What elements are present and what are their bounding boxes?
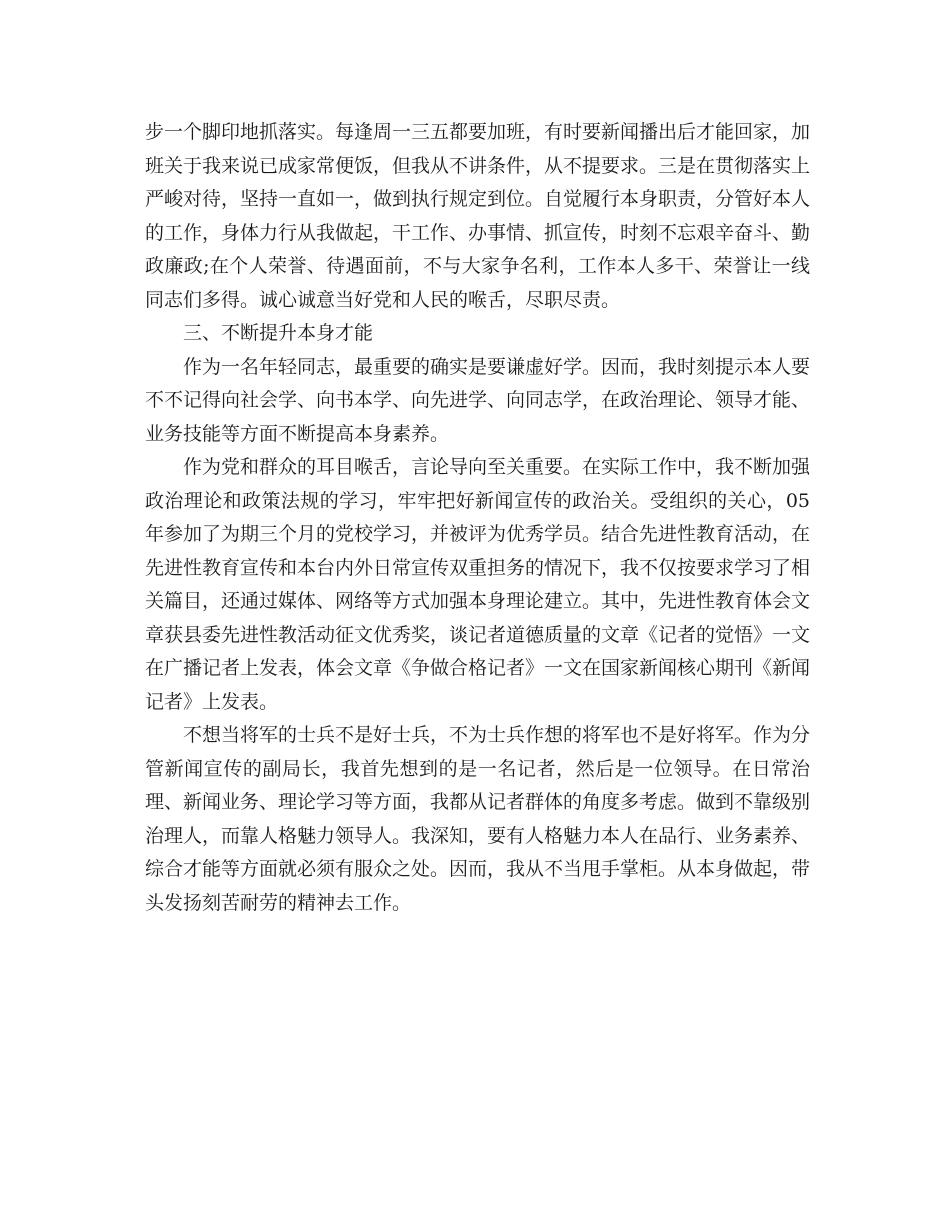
section-heading: 三、不断提升本身才能 [183,322,374,344]
paragraph: 作为党和群众的耳目喉舌，言论导向至关重要。在实际工作中，我不断加强政治理论和政策法规的学习，牢牢把好新闻宣传的政治关。受组织的关心，05年参加了为期三个月的党校学习，并被评为优秀学员。结合先进性教育活动，在先进性教育宣传和本台内外日常宣传双重担务的情况下，我不仅按要求学习了相关篇目，还通过媒体、网络等方式加强本身理论建立。其中，先进性教育体会文章获县委先进性教活动征文优秀奖，谈记者道德质量的文章《记者的觉悟》一文在广播记者上发表，体会文章《争做合格记者》一文在国家新闻核心期刊《新闻记者》上发表。 [145,456,811,713]
paragraph: 作为一名年轻同志，最重要的确实是要谦虚好学。因而，我时刻提示本人要不不记得向社会学、向书本学、向先进学、向同志学，在政治理论、领导才能、业务技能等方面不断提高本身素养。 [145,355,811,445]
document-body [145,116,810,920]
paragraph: 不想当将军的士兵不是好士兵，不为士兵作想的将军也不是好将军。作为分管新闻宣传的副局长，我首先想到的是一名记者，然后是一位领导。在日常治理、新闻业务、理论学习等方面，我都从记者群体的角度多考虑。做到不靠级别治理人，而靠人格魅力领导人。我深知，要有人格魅力本人在品行、业务素养、综合才能等方面就必须有服众之处。因而，我从不当甩手掌柜。从本身做起，带头发扬刻苦耐劳的精神去工作。 [145,724,811,914]
paragraph-continuation: 步一个脚印地抓落实。每逢周一三五都要加班，有时要新闻播出后才能回家，加班关于我来说已成家常便饭，但我从不讲条件，从不提要求。三是在贯彻落实上严峻对待，坚持一直如一，做到执行规定到位。自觉履行本身职责，分管好本人的工作，身体力行从我做起，干工作、办事情、抓宣传，时刻不忘艰辛奋斗、勤政廉政;在个人荣誉、待遇面前，不与大家争名利，工作本人多干、荣誉让一线同志们多得。诚心诚意当好党和人民的喉舌，尽职尽责。 [145,121,811,311]
